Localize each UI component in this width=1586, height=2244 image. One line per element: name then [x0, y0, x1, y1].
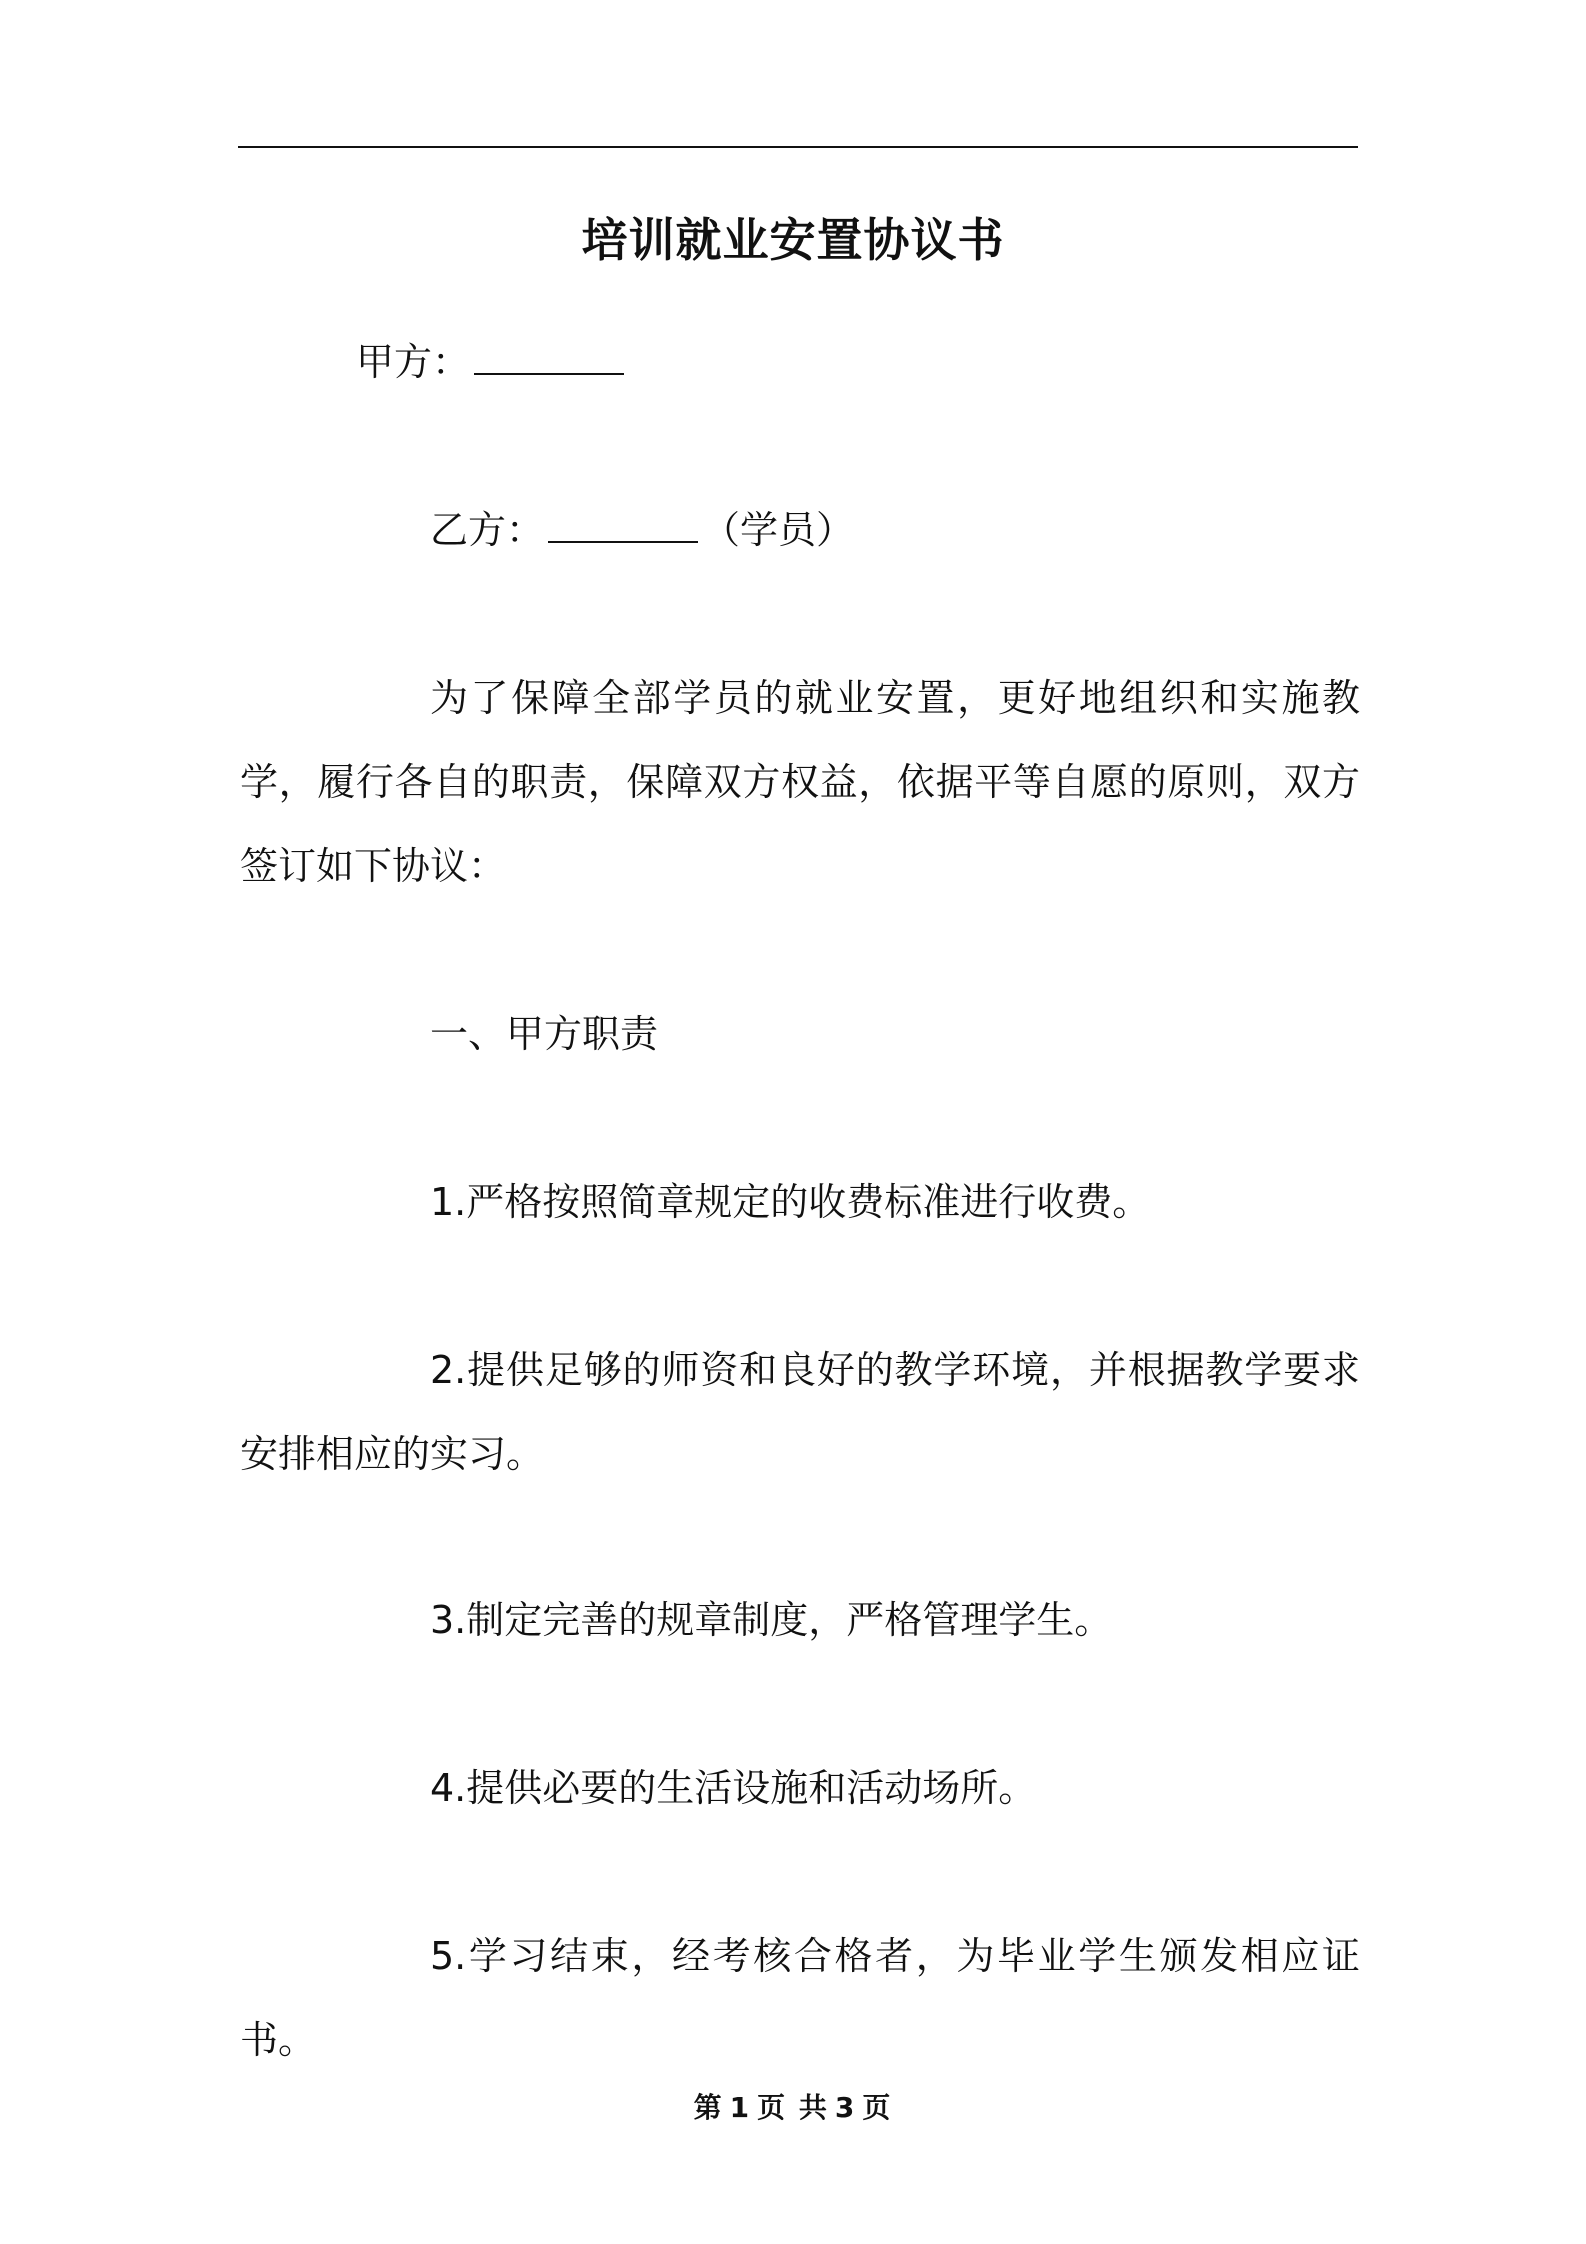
list-item: 5.学习结束，经考核合格者，为毕业学生颁发相应证书。	[240, 1934, 1360, 2062]
list-item: 3.制定完善的规章制度，严格管理学生。	[430, 1598, 1113, 1642]
list-item: 2.提供足够的师资和良好的教学环境，并根据教学要求安排相应的实习。	[240, 1348, 1360, 1476]
party-a-line	[356, 320, 628, 404]
party-a-label: 甲方：	[356, 340, 471, 384]
party-b-blank	[548, 511, 698, 543]
footer-prefix: 第	[693, 2091, 724, 2124]
section-heading: 一、甲方职责	[430, 1012, 659, 1056]
page-footer	[0, 2088, 1586, 2128]
intro-paragraph: 为了保障全部学员的就业安置，更好地组织和实施教学，履行各自的职责，保障双方权益，依据平等自愿的原则，双方签订如下协议：	[240, 676, 1360, 888]
footer-middle: 页 共	[757, 2091, 829, 2124]
footer-suffix: 页	[862, 2091, 893, 2124]
party-b-line	[430, 488, 854, 572]
list-item: 4.提供必要的生活设施和活动场所。	[430, 1766, 1037, 1810]
party-b-label: 乙方：	[430, 508, 545, 552]
document-title: 培训就业安置协议书	[581, 213, 1005, 267]
footer-page-number: 1	[729, 2091, 752, 2124]
header-rule	[238, 146, 1358, 148]
party-a-blank	[474, 343, 624, 375]
list-item: 1.严格按照简章规定的收费标准进行收费。	[430, 1180, 1151, 1224]
footer-total-pages: 3	[834, 2091, 857, 2124]
party-b-suffix: （学员）	[702, 508, 855, 552]
